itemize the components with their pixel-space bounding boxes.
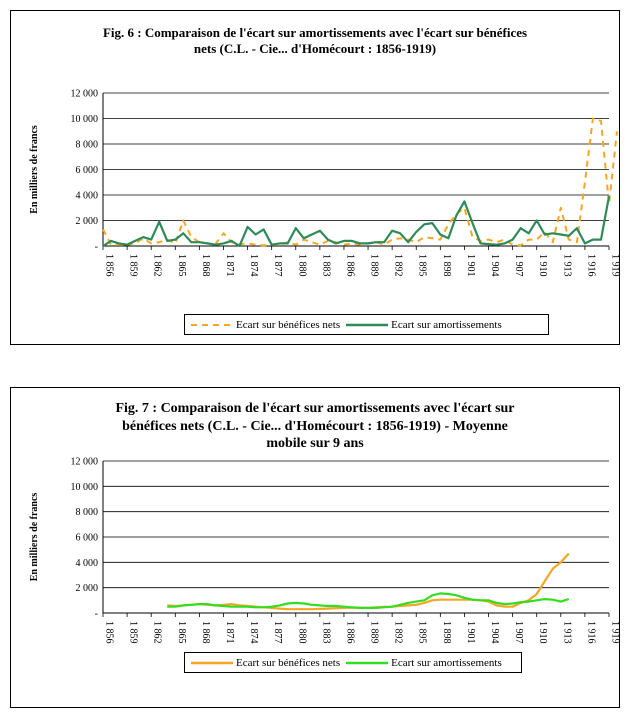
y-tick-label: 4 000: [75, 557, 98, 569]
x-tick-label: 1 856: [103, 254, 115, 277]
y-axis-label: En milliers de francs: [29, 492, 40, 582]
x-tick-label: 1 883: [320, 621, 332, 644]
x-tick-label: 1 862: [151, 254, 163, 277]
x-tick-label: 1 874: [248, 621, 260, 644]
figure-7-title-line: Fig. 7 : Comparaison de l'écart sur amortissements avec l'écart sur: [115, 401, 515, 416]
y-axis-label: En milliers de francs: [29, 125, 40, 214]
x-tick-label: 1 907: [513, 621, 525, 644]
figure-7-legend: [184, 652, 522, 673]
x-tick-label: 1 877: [272, 254, 284, 277]
x-tick-label: 1 904: [489, 254, 501, 277]
x-tick-label: 1 865: [175, 621, 187, 644]
legend-item-amortissements: [346, 319, 502, 331]
figure-7-panel: [10, 387, 620, 708]
x-tick-label: 1 895: [416, 254, 428, 277]
legend-item-benefices: [191, 657, 340, 669]
y-tick-label: 8 000: [75, 139, 98, 151]
x-tick-label: 1 913: [561, 254, 573, 277]
x-tick-label: 1 910: [537, 621, 549, 644]
y-tick-label: 6 000: [75, 532, 98, 544]
x-tick-label: 1 898: [440, 254, 452, 277]
x-tick-label: 1 862: [151, 621, 163, 644]
x-tick-label: 1 886: [344, 621, 356, 644]
y-tick-label: 12 000: [70, 456, 98, 468]
x-tick-label: 1 880: [296, 254, 308, 277]
x-tick-label: 1 889: [368, 254, 380, 277]
figure-6-chart: [11, 11, 619, 344]
x-tick-label: 1 871: [223, 621, 235, 644]
x-tick-label: 1 868: [199, 621, 211, 644]
series-line: [167, 554, 569, 610]
y-tick-label: 8 000: [75, 507, 98, 519]
x-tick-label: 1 883: [320, 254, 332, 277]
x-tick-label: 1 859: [127, 254, 139, 277]
legend-label: Ecart sur amortissements: [391, 318, 502, 331]
legend-item-amortissements: [346, 657, 502, 669]
y-tick-label: -: [94, 241, 98, 253]
figure-7-title-line: bénéfices nets (C.L. - Cie... d'Homécourt : 1856-1919) - Moyenne: [122, 418, 508, 434]
x-tick-label: 1 907: [513, 254, 525, 277]
x-tick-label: 1 868: [199, 254, 211, 277]
x-tick-label: 1 919: [609, 621, 621, 644]
legend-label: Ecart sur amortissements: [391, 656, 502, 669]
legend-label: Ecart sur bénéfices nets: [236, 318, 341, 331]
x-tick-label: 1 910: [537, 254, 549, 277]
x-tick-label: 1 916: [585, 254, 597, 277]
x-tick-label: 1 877: [272, 621, 284, 644]
x-tick-label: 1 901: [464, 254, 476, 277]
legend-swatch-dashed-orange: [191, 321, 233, 329]
x-tick-label: 1 913: [561, 621, 573, 644]
y-tick-label: 6 000: [75, 165, 98, 176]
x-tick-label: 1 904: [489, 621, 501, 644]
figure-6-panel: [10, 10, 620, 345]
x-tick-label: 1 892: [392, 254, 404, 277]
series-line: [103, 196, 609, 246]
x-tick-label: 1 895: [416, 621, 428, 644]
x-tick-label: 1 856: [103, 621, 115, 644]
x-tick-label: 1 880: [296, 621, 308, 644]
y-tick-label: 12 000: [70, 88, 98, 100]
legend-swatch-solid-green: [346, 321, 388, 329]
y-tick-label: 2 000: [75, 216, 98, 227]
x-tick-label: 1 874: [248, 254, 260, 277]
legend-swatch-solid-green: [346, 659, 388, 667]
x-tick-label: 1 901: [464, 621, 476, 644]
x-tick-label: 1 865: [175, 254, 187, 277]
x-tick-label: 1 871: [223, 254, 235, 277]
x-tick-label: 1 919: [609, 254, 621, 277]
y-tick-label: 4 000: [75, 190, 98, 202]
x-tick-label: 1 886: [344, 254, 356, 277]
x-tick-label: 1 859: [127, 621, 139, 644]
y-tick-label: 2 000: [75, 583, 98, 595]
x-tick-label: 1 898: [440, 621, 452, 644]
x-tick-label: 1 889: [368, 621, 380, 644]
legend-item-benefices: [191, 319, 340, 331]
legend-swatch-solid-orange: [191, 659, 233, 667]
x-tick-label: 1 892: [392, 621, 404, 644]
figure-6-title-line: nets (C.L. - Cie... d'Homécourt : 1856-1919): [193, 41, 437, 57]
y-tick-label: 10 000: [70, 114, 98, 125]
y-tick-label: -: [94, 608, 98, 620]
figure-7-title-line: mobile sur 9 ans: [266, 436, 364, 451]
legend-label: Ecart sur bénéfices nets: [236, 656, 341, 669]
figure-6-title-line: Fig. 6 : Comparaison de l'écart sur amortissements avec l'écart sur bénéfices: [102, 25, 528, 40]
y-tick-label: 10 000: [70, 481, 98, 493]
x-tick-label: 1 916: [585, 621, 597, 644]
figure-6-legend: [184, 314, 549, 335]
